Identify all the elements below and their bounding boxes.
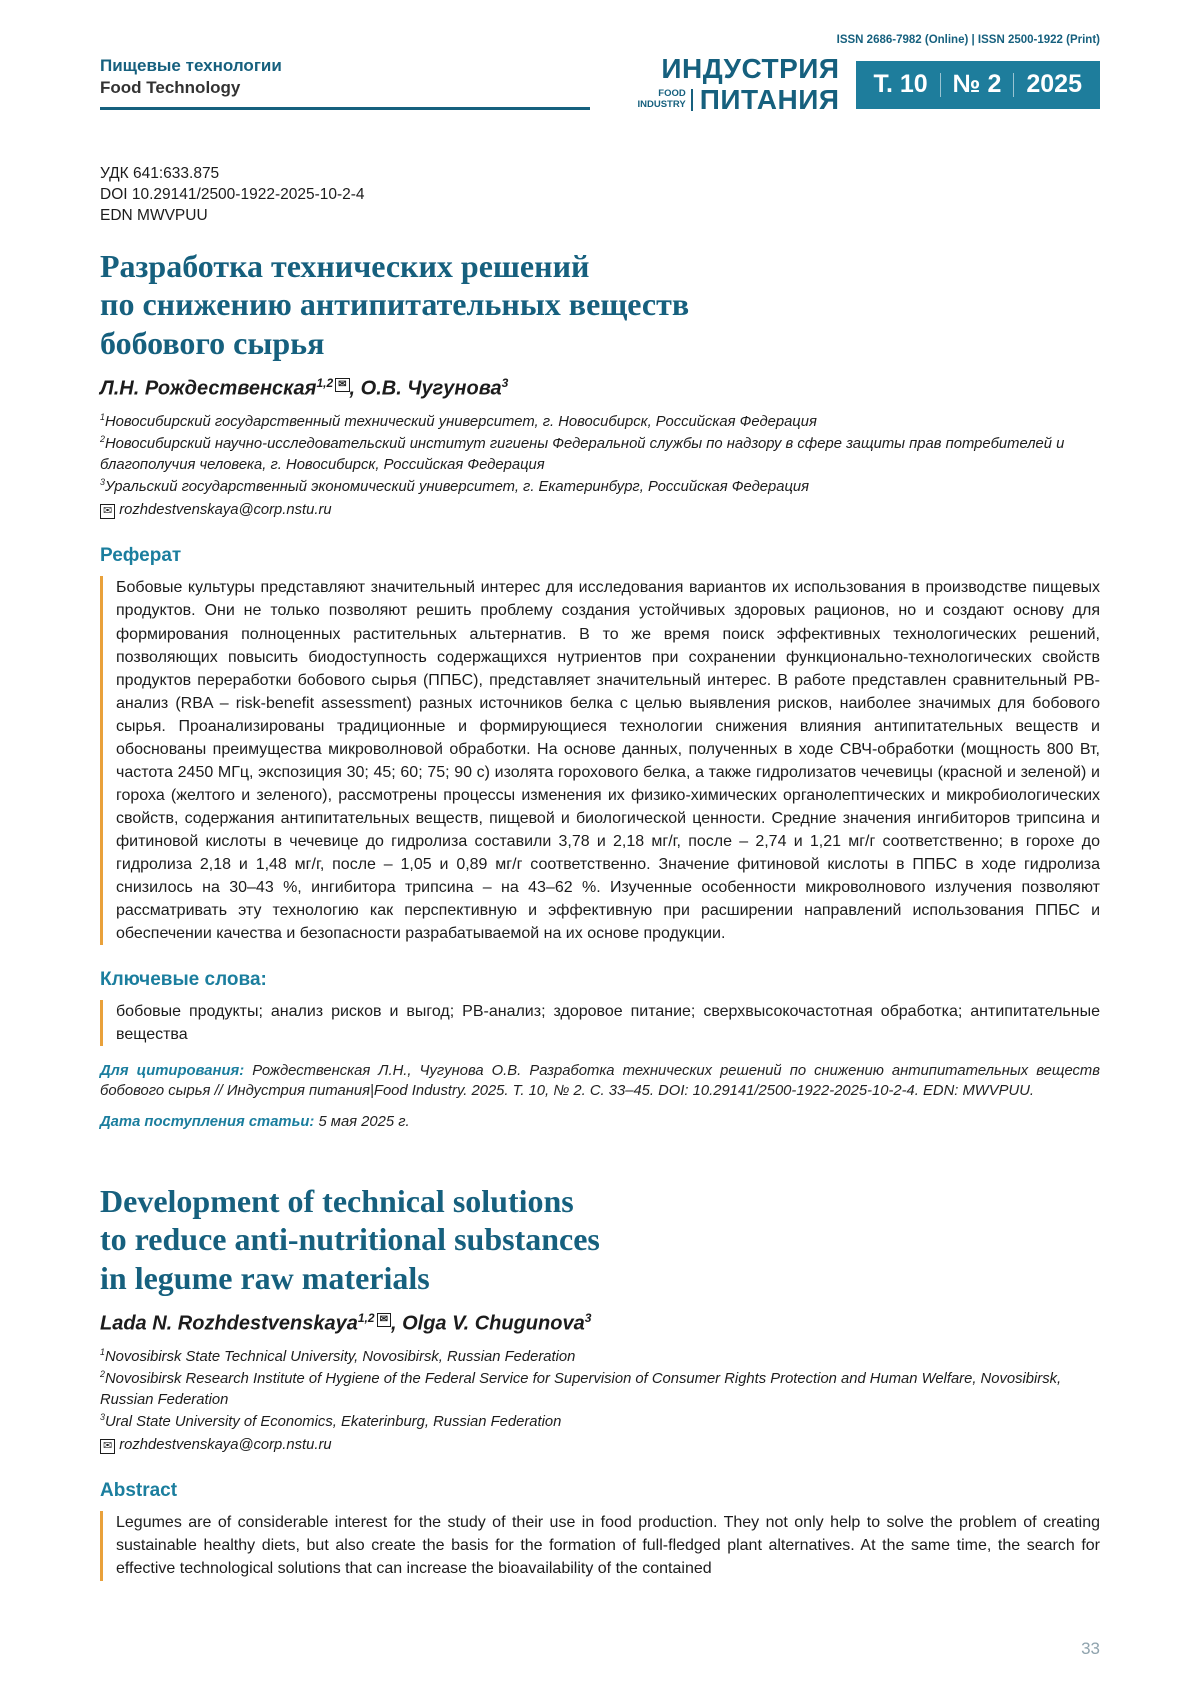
- affiliation-line: [100, 433, 1100, 476]
- journal-logo-row: [638, 55, 1101, 114]
- affiliation-line: [100, 1346, 1100, 1368]
- issue-year: 2025: [1026, 70, 1082, 99]
- keywords-text-ru: бобовые продукты; анализ рисков и выгод; РВ-анализ; здоровое питание; сверхвысокочастотная обработка; антипитательные вещества: [116, 1002, 1100, 1043]
- author-name: Л.Н. Рождественская: [100, 377, 317, 400]
- mail-icon: ✉: [377, 1313, 391, 1327]
- affiliation-line: [100, 411, 1100, 433]
- citation-block: [100, 1061, 1100, 1102]
- email-ru: [100, 500, 1100, 521]
- issue-number: № 2: [952, 70, 1002, 99]
- authors-ru: [100, 376, 1100, 401]
- email-address: rozhdestvenskaya@corp.nstu.ru: [119, 1437, 332, 1454]
- title-ru-line: по снижению антипитательных веществ: [100, 286, 690, 323]
- article-title-ru: [100, 247, 1100, 362]
- title-ru-line: Разработка технических решений: [100, 247, 590, 284]
- affiliation-sup: 1: [100, 411, 105, 422]
- logo-title-line1: ИНДУСТРИЯ: [661, 53, 840, 84]
- section-label-ru: Пищевые технологии: [100, 56, 282, 75]
- section-label-en: Food Technology: [100, 78, 241, 97]
- affiliations-en: [100, 1346, 1100, 1457]
- authors-separator: ,: [390, 1312, 403, 1335]
- doi-line: DOI 10.29141/2500-1922-2025-10-2-4: [100, 186, 365, 204]
- issue-volume: Т. 10: [873, 70, 928, 99]
- logo-title-line2: [637, 83, 840, 115]
- affiliation-text: Ural State University of Economics, Ekaterinburg, Russian Federation: [104, 1413, 562, 1430]
- abstract-block-ru: [100, 576, 1100, 945]
- title-ru-line: бобового сырья: [100, 324, 325, 361]
- abstract-heading-ru: Реферат: [100, 545, 182, 567]
- affiliation-line: [100, 1368, 1100, 1411]
- issn-line: ISSN 2686-7982 (Online) | ISSN 2500-1922 (Print): [836, 34, 1100, 46]
- received-date-block: [100, 1114, 1100, 1130]
- page-header: [0, 0, 1200, 114]
- abstract-heading-en: Abstract: [100, 1480, 178, 1502]
- author-affiliation-sup: 3: [584, 1311, 592, 1325]
- article-title-en: [100, 1182, 1100, 1297]
- edn-line: EDN MWVPUU: [100, 206, 208, 224]
- logo-subtitle-en: [638, 89, 693, 111]
- page-number: 33: [1081, 1639, 1100, 1658]
- affiliation-sup: 2: [100, 433, 105, 444]
- authors-separator: ,: [349, 377, 361, 400]
- author-name: Olga V. Chugunova: [402, 1312, 585, 1335]
- author-affiliation-sup: 1,2: [316, 376, 334, 391]
- citation-label: Для цитирования:: [100, 1063, 245, 1080]
- udk-line: УДК 641:633.875: [100, 165, 220, 183]
- author-affiliation-sup: 3: [501, 376, 509, 391]
- header-rule: [100, 107, 590, 110]
- email-address: rozhdestvenskaya@corp.nstu.ru: [119, 502, 332, 519]
- affiliations-ru: [100, 411, 1100, 522]
- affiliation-sup: 1: [100, 1346, 105, 1357]
- title-en-line: to reduce anti-nutritional substances: [100, 1221, 600, 1258]
- header-section-block: [100, 56, 590, 110]
- affiliation-text: Новосибирский государственный технический университет, г. Новосибирск, Российская Федерация: [104, 413, 817, 430]
- title-en-line: in legume raw materials: [100, 1259, 430, 1296]
- affiliation-text: Новосибирский научно-исследовательский институт гигиены Федеральной службы по надзору в сфере защиты прав потребителей и благополучия человека, г. Новосибирск, Российская Федерация: [100, 435, 1065, 473]
- author-affiliation-sup: 1,2: [357, 1311, 375, 1325]
- issue-separator: [1013, 73, 1014, 97]
- header-journal-block: [638, 34, 1101, 114]
- abstract-block-en: [100, 1511, 1100, 1580]
- issue-box: [856, 61, 1101, 109]
- mail-icon: ✉: [335, 378, 349, 392]
- logo-title-pitaniya: ПИТАНИЯ: [699, 83, 840, 115]
- abstract-text-en: Legumes are of considerable interest for the study of their use in food production. They not only help to solve the problem of creating sustainable healthy diets, but also create the basis for the formation of full-fledged plant alternatives. At the same time, the search for effective technological solutions that can increase the bioavailability of the contained: [116, 1514, 1100, 1578]
- keywords-block-ru: [100, 1000, 1100, 1046]
- abstract-text-ru: Бобовые культуры представляют значительный интерес для исследования вариантов их использования в производстве пищевых продуктов. Они не только позволяют решить проблему создания устойчивых здоровых рационов, но и создают основу для формирования полноценных растительных альтернатив. В то же время поиск эффективных технологических решений, позволяющих повысить биодоступность содержащихся нутриентов при сохранении функционально-технологических свойств продуктов переработки бобового сырья (ППБС), представляет значительный интерес. В работе представлен сравнительный РВ-анализ (RBA – risk-benefit assessment) разных источников белка с целью выявления рисков, наиболее значимых для бобового сырья. Проанализированы традиционные и формирующиеся технологии снижения влияния антипитательных веществ и обоснованы преимущества микроволновой обработки. На основе данных, полученных в ходе СВЧ-обработки (мощность 800 Вт, частота 2450 МГц, экспозиция 30; 45; 60; 75; 90 с) изолята горохового белка, а также гидролизатов чечевицы (красной и зеленой) и гороха (желтого и зеленого), рассмотрены процессы изменения их физико-химических органолептических и микробиологических свойств, содержания антипитательных веществ, пищевой и биологической ценности. Средние значения ингибиторов трипсина и фитиновой кислоты в чечевице до гидролиза составили 3,78 и 2,18 мг/г, после – 2,74 и 1,21 мг/г соответственно; в горохе до гидролиза 2,18 и 1,48 мг/г, после – 1,05 и 0,89 мг/г соответственно. Значение фитиновой кислоты в ППБС в ходе гидролиза снизилось на 30–43 %, ингибитора трипсина – на 43–62 %. Изученные особенности микроволнового излучения позволяют рассматривать эту технологию как перспективную и эффективную при расширении направлений использования ППБС и обеспечении качества и безопасности разрабатываемой на их основе продукции.: [116, 579, 1100, 942]
- affiliation-sup: 3: [100, 1411, 105, 1422]
- email-en: [100, 1435, 1100, 1456]
- mail-icon: ✉: [100, 1439, 115, 1454]
- logo-subtitle-industry: INDUSTRY: [637, 98, 686, 110]
- issue-separator: [940, 73, 941, 97]
- mail-icon: ✉: [100, 504, 115, 519]
- affiliation-sup: 3: [100, 476, 105, 487]
- affiliation-text: Уральский государственный экономический университет, г. Екатеринбург, Российская Федерация: [104, 478, 810, 495]
- affiliation-line: [100, 1411, 1100, 1433]
- logo-subtitle-food: FOOD: [658, 87, 686, 99]
- received-date: 5 мая 2025 г.: [314, 1113, 410, 1130]
- affiliation-text: Novosibirsk State Technical University, Novosibirsk, Russian Federation: [104, 1348, 576, 1365]
- journal-logo: [638, 55, 840, 114]
- citation-text: Рождественская Л.Н., Чугунова О.В. Разработка технических решений по снижению антипитательных веществ бобового сырья // Индустрия питания|Food Industry. 2025. Т. 10, № 2. С. 33–45. DOI: 10.29141/2500-1922-2025-10-2-4. EDN: MWVPUU.: [100, 1063, 1100, 1100]
- affiliation-line: [100, 476, 1100, 498]
- received-label: Дата поступления статьи:: [100, 1113, 315, 1130]
- title-en-line: Development of technical solutions: [100, 1182, 574, 1219]
- affiliation-sup: 2: [100, 1368, 105, 1379]
- affiliation-text: Novosibirsk Research Institute of Hygiene of the Federal Service for Supervision of Consumer Rights Protection and Human Welfare, Novosibirsk, Russian Federation: [100, 1370, 1062, 1408]
- article-body: [0, 164, 1200, 1580]
- keywords-heading-ru: Ключевые слова:: [100, 968, 267, 990]
- author-name: О.В. Чугунова: [360, 377, 502, 400]
- authors-en: [100, 1311, 1100, 1336]
- article-identifiers: [100, 164, 1100, 227]
- author-name: Lada N. Rozhdestvenskaya: [100, 1312, 358, 1335]
